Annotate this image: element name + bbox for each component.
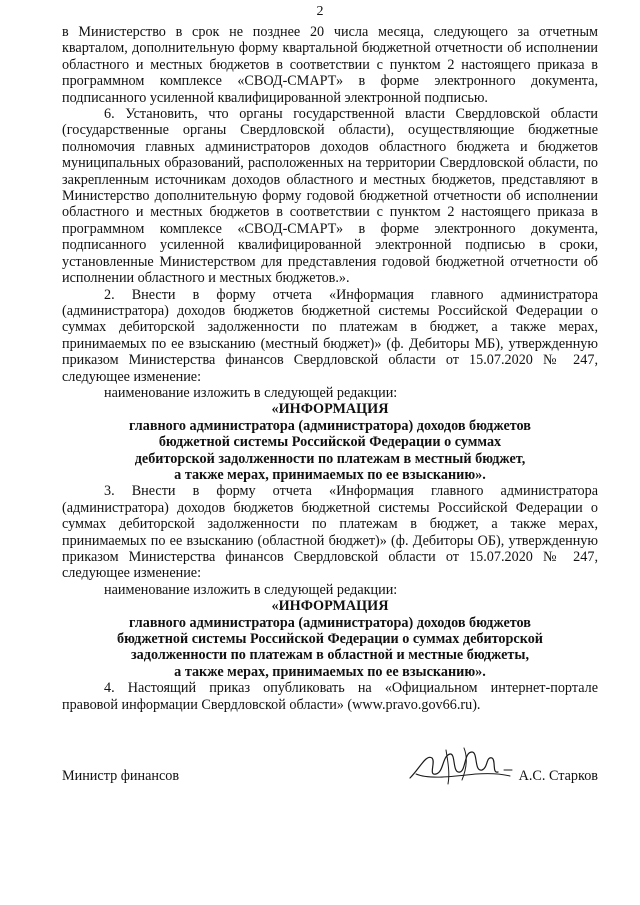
paragraph-rename-note-2: наименование изложить в следующей редакции: (104, 581, 398, 598)
paragraph-item-4: 4. Настоящий приказ опубликовать на «Официальном интернет-портале правовой информации Свердловской области» (www.pravo.gov66.ru). (62, 680, 598, 713)
form-title-regional-budget (62, 598, 598, 680)
paragraph-rename-note-1: наименование изложить в следующей редакции: (104, 384, 398, 401)
form-title-line: задолженности по платежам в областной и местные бюджеты, (130, 647, 530, 664)
handwritten-signature (406, 744, 516, 790)
form-title-line: главного администратора (администратора) доходов бюджетов (129, 417, 531, 434)
paragraph-item-2: 2. Внести в форму отчета «Информация главного администратора (администратора) доходов бюджетов бюджетной системы Российской Федерации о суммах дебиторской задолженности по платежам в бюджет, а также мерах, принимаемых по ее взысканию (местный бюджет)» (ф. Дебиторы МБ), утвержденную приказом Министерства финансов Свердловской области от 15.07.2020 № 247, следующее изменение: (62, 286, 598, 385)
signer-name: А.С. Старков (518, 768, 598, 784)
document-body (62, 24, 598, 713)
form-title-line: главного администратора (администратора) доходов бюджетов (129, 614, 531, 631)
form-title-line: бюджетной системы Российской Федерации о суммах (158, 434, 502, 451)
form-title-line: бюджетной системы Российской Федерации о суммах дебиторской (117, 631, 543, 648)
paragraph-continuation: в Министерство в срок не позднее 20 числа месяца, следующего за отчетным кварталом, дополнительную форму квартальной бюджетной отчетности об исполнении областного и местных бюджетов в соответствии с пунктом 2 настоящего приказа в программном комплексе «СВОД-СМАРТ» в форме электронного документа, подписанного усиленной квалифицированной электронной подписью. (62, 24, 598, 106)
form-title-local-budget (62, 401, 598, 483)
form-title-line: а также мерах, принимаемых по ее взысканию». (174, 663, 486, 680)
form-title-line: «ИНФОРМАЦИЯ (271, 598, 389, 615)
form-title-line: дебиторской задолженности по платежам в местный бюджет, (134, 450, 526, 467)
form-title-line: а также мерах, принимаемых по ее взысканию». (174, 466, 486, 483)
form-title-line: «ИНФОРМАЦИЯ (271, 401, 389, 418)
paragraph-item-3: 3. Внести в форму отчета «Информация главного администратора (администратора) доходов бюджетов бюджетной системы Российской Федерации о суммах дебиторской задолженности по платежам в бюджет, а также мерах, принимаемых по ее взысканию (областной бюджет)» (ф. Дебиторы ОБ), утвержденную приказом Министерства финансов Свердловской области от 15.07.2020 № 247, следующее изменение: (62, 483, 598, 582)
paragraph-item-6: 6. Установить, что органы государственной власти Свердловской области (государственные органы Свердловской области), осуществляющие бюджетные полномочия главных администраторов доходов областного бюджета и бюджетов муниципальных образований, расположенных на территории Свердловской области, по закрепленным источникам доходов областного и местных бюджетов, представляют в Министерство дополнительную форму годовой бюджетной отчетности об исполнении областного и местных бюджетов в соответствии с пунктом 2 настоящего приказа в программном комплексе «СВОД-СМАРТ» в форме электронного документа, подписанного усиленной квалифицированной электронной подписью в сроки, установленные Министерством для представления годовой бюджетной отчетности об исполнении областного и местных бюджетов.». (62, 106, 598, 287)
signature-block (62, 766, 598, 786)
page-number: 2 (316, 4, 324, 19)
signer-title: Министр финансов (62, 768, 180, 784)
